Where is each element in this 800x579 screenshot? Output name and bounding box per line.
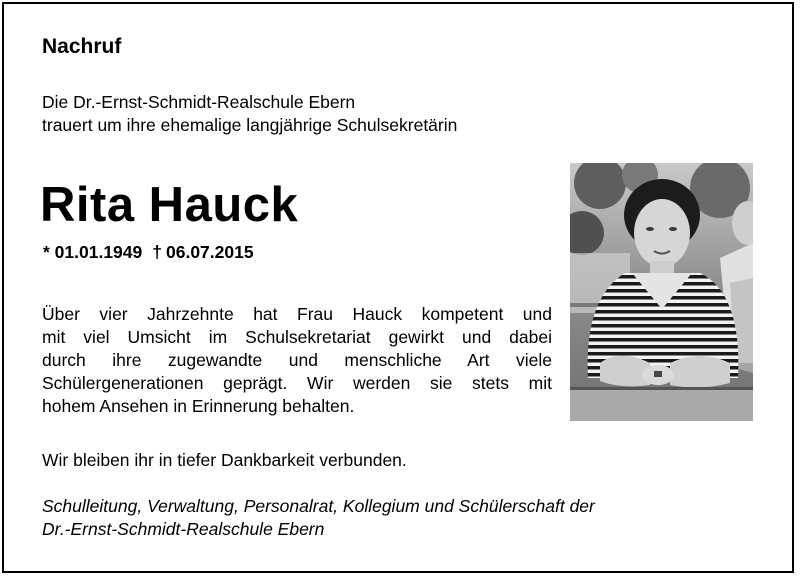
- tribute-line: Schülergenerationen geprägt. Wir werden sie stets mit: [42, 373, 552, 393]
- portrait-photo: [570, 163, 753, 421]
- cross-icon: †: [152, 242, 162, 262]
- intro-text: [42, 91, 457, 137]
- death-date: 06.07.2015: [166, 242, 254, 262]
- signature-line: Dr.-Ernst-Schmidt-Realschule Ebern: [42, 519, 325, 539]
- intro-line: trauert um ihre ehemalige langjährige Schulsekretärin: [42, 115, 458, 135]
- signature-line: Schulleitung, Verwaltung, Personalrat, Kollegium und Schülerschaft der: [42, 496, 595, 516]
- tribute-line: hohem Ansehen in Erinnerung behalten.: [42, 396, 355, 416]
- tribute-line: durch ihre zugewandte und menschliche Art viele: [42, 350, 552, 370]
- tribute-line: mit viel Umsicht im Schulsekretariat gewirkt und dabei: [42, 327, 552, 347]
- notice-heading: Nachruf: [42, 35, 122, 58]
- tribute-line: Über vier Jahrzehnte hat Frau Hauck kompetent und: [42, 304, 552, 324]
- deceased-name: Rita Hauck: [40, 178, 299, 232]
- thanks-text: Wir bleiben ihr in tiefer Dankbarkeit verbunden.: [42, 450, 407, 470]
- life-dates: [43, 241, 254, 263]
- birth-date: * 01.01.1949: [43, 242, 143, 262]
- intro-line: Die Dr.-Ernst-Schmidt-Realschule Ebern: [42, 92, 356, 112]
- signature-block: [42, 495, 595, 541]
- tribute-text: [42, 303, 552, 418]
